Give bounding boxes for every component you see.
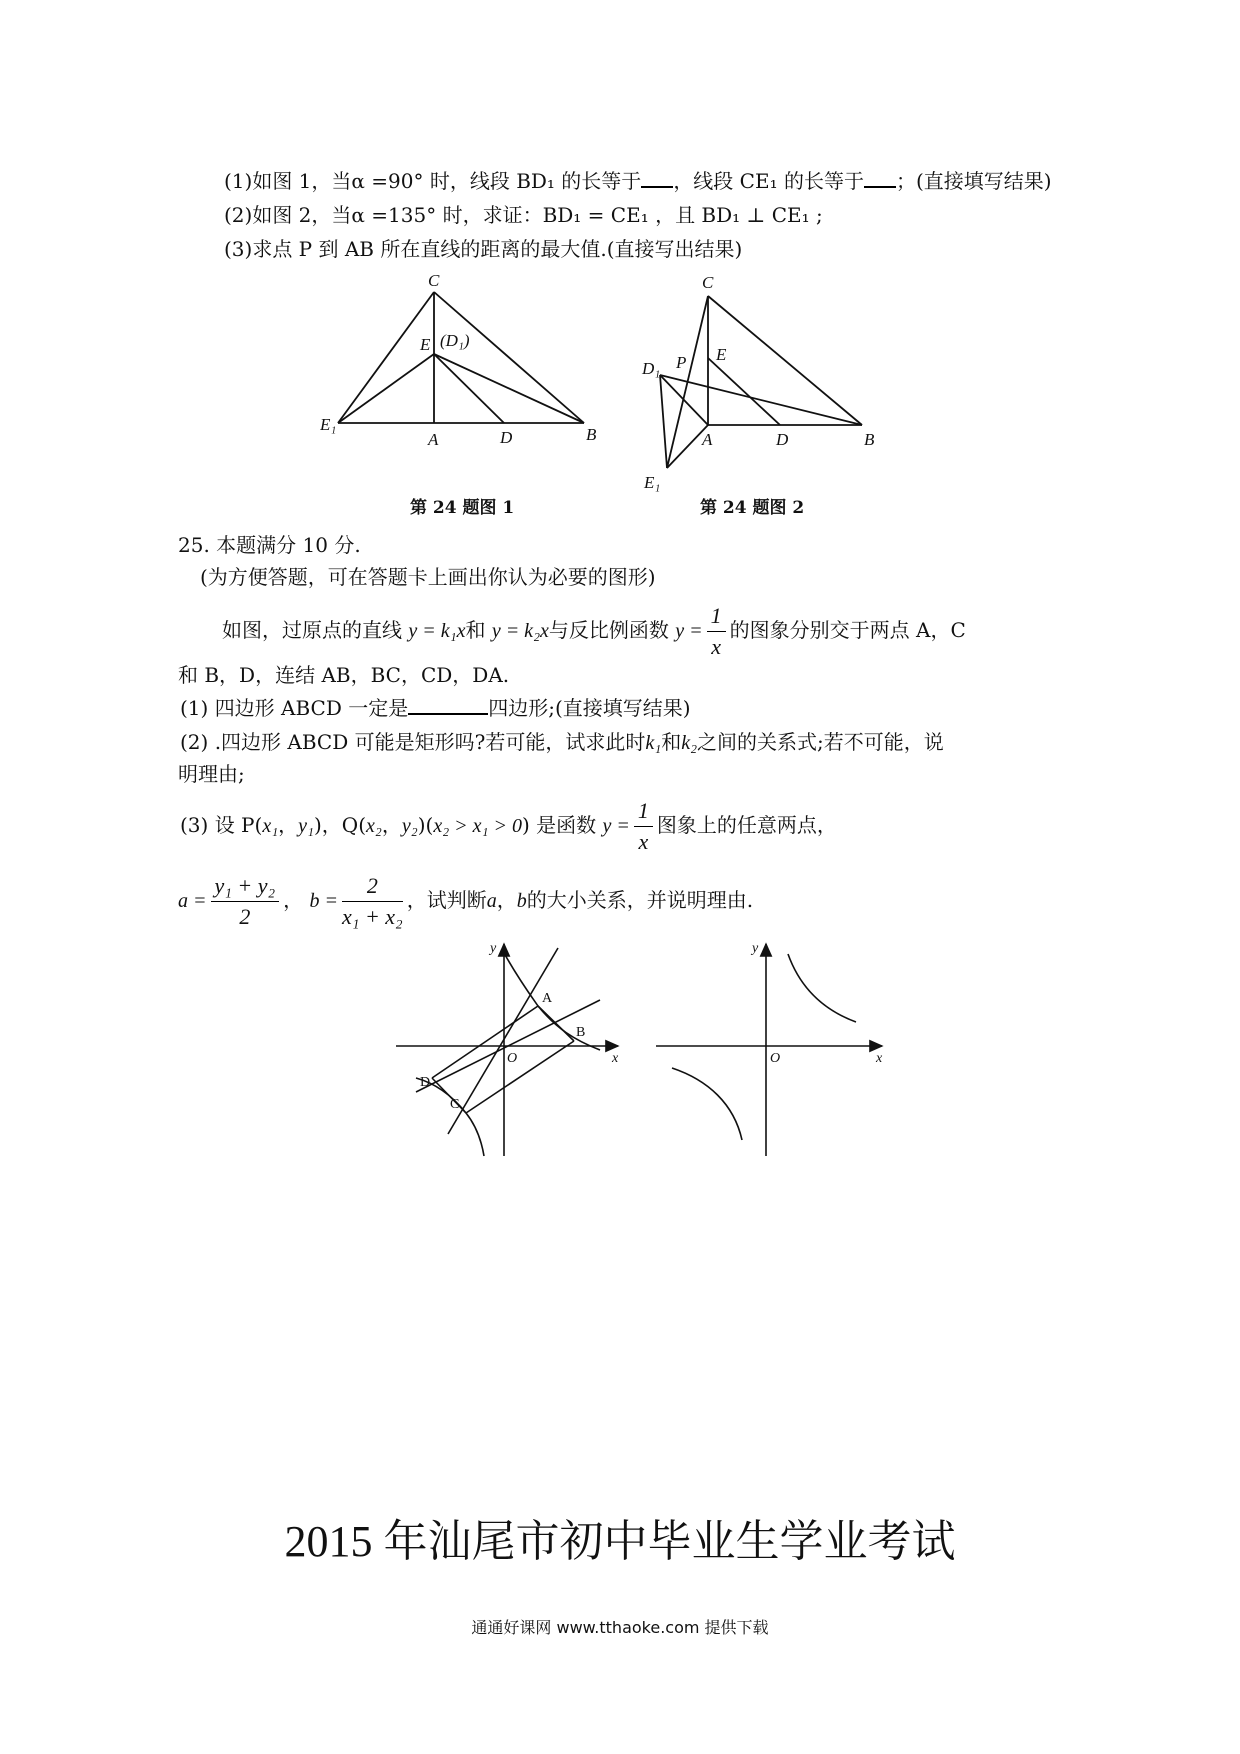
- q25-graph-1: [386, 938, 626, 1160]
- q25-intro-text-b: 与反比例函数: [548, 618, 669, 642]
- q24-figure-2-caption: 第 24 题图 2: [700, 498, 805, 518]
- graph1-label-d: D: [420, 1075, 431, 1090]
- q24-figure-2: [630, 270, 890, 500]
- segment-ab: [538, 1006, 574, 1041]
- fig2-segment-d1e1: [660, 375, 667, 468]
- q25-part3-text-d: ) 是函数: [521, 813, 597, 837]
- q24-figure-1: [320, 270, 610, 460]
- q25-a-fraction: [211, 871, 280, 932]
- q25-part3-y2: y₂: [401, 815, 418, 837]
- q25-separator: ，: [283, 888, 304, 912]
- q24-part1-text-c: ，线段 CE₁ 的长等于: [673, 169, 864, 193]
- graph1-label-y: y: [490, 941, 497, 956]
- q25-part3-text-a: (3) 设 P(: [180, 813, 263, 837]
- q25-part3-text-c: )(: [417, 813, 434, 837]
- fig1-label-b: B: [586, 425, 597, 444]
- hyperbola-branch-3: [672, 1068, 742, 1140]
- q25-part2-and: 和: [661, 730, 682, 754]
- download-source-text: 通通好课网 www.tthaoke.com 提供下载: [471, 1618, 769, 1637]
- q25-part2-cont: 明理由;: [178, 762, 245, 786]
- q25-part2-k2: k₂: [681, 732, 698, 754]
- q25-part2-text-a: (2) .四边形 ABCD 可能是矩形吗?若可能，试求此时: [180, 730, 646, 754]
- q24-part1-text-a: (1)如图 1，当α =90° 时: [224, 169, 450, 193]
- fig2-label-a: A: [702, 430, 713, 449]
- q25-heading: 25. 本题满分 10 分.: [178, 533, 361, 557]
- q25-ab-comma: ，: [496, 888, 517, 912]
- fig1-segment-e1e: [338, 354, 434, 423]
- q24-part1-text-b: ，线段 BD₁ 的长等于: [449, 169, 642, 193]
- q25-b-lhs: b =: [309, 890, 339, 912]
- q25-part3-text-b: )，Q(: [314, 813, 367, 837]
- graph1-label-origin: O: [507, 1051, 518, 1066]
- q25-part2-k1: k₁: [645, 732, 662, 754]
- fraction-numerator: 1: [634, 796, 653, 827]
- q25-intro-text-c: 的图象分别交于两点 A，C: [729, 618, 966, 642]
- fraction-denominator: x: [711, 634, 722, 659]
- q25-part3-x2: x₂: [366, 815, 382, 837]
- line-ac: [448, 948, 558, 1134]
- fraction-denominator: x: [638, 829, 649, 854]
- exam-title: 2015 年汕尾市初中毕业生学业考试: [284, 1517, 956, 1566]
- q25-part3-x1: x₁: [262, 815, 279, 837]
- graph1-label-b: B: [576, 1025, 586, 1040]
- q25-func-fraction: [707, 601, 726, 662]
- segment-cd: [432, 1078, 466, 1113]
- fig2-label-e: E: [716, 345, 727, 364]
- q25-b-fraction: [342, 871, 403, 932]
- q24-part1: [224, 166, 1052, 196]
- hyperbola-branch-1: [788, 954, 856, 1022]
- fig1-label-c: C: [428, 271, 440, 290]
- q25-func-lhs: y =: [675, 620, 703, 642]
- graph2-label-y: y: [752, 941, 759, 956]
- graph2-label-origin: O: [770, 1051, 781, 1066]
- q24-part1-text-d: ；(直接填写结果): [895, 169, 1052, 193]
- graph1-label-c: C: [450, 1097, 460, 1112]
- graph1-label-a: A: [542, 991, 553, 1006]
- fig2-label-d: D: [776, 430, 789, 449]
- q25-part3: [180, 795, 837, 857]
- fraction-denominator: 2: [239, 904, 251, 929]
- q25-part2: [180, 727, 944, 758]
- q25-intro-text-a: 如图，过原点的直线: [222, 618, 402, 642]
- answer-blank: [408, 693, 488, 715]
- q25-ab-text-a: ，试判断: [406, 888, 487, 912]
- q25-part1-text-b: 四边形;(直接填写结果): [488, 696, 691, 720]
- q25-intro-and: 和: [465, 618, 486, 642]
- fig2-label-e1: E₁: [644, 473, 661, 492]
- fig1-segment-cb: [434, 292, 584, 423]
- q25-part3-condition: x₂ > x₁ > 0: [433, 815, 522, 837]
- fig2-label-d1: D₁: [642, 359, 661, 378]
- q25-intro: [222, 600, 966, 662]
- q24-part3: (3)求点 P 到 AB 所在直线的距离的最大值.(直接写出结果): [224, 237, 743, 261]
- fig2-label-c: C: [702, 273, 714, 292]
- q24-figure-1-caption: 第 24 题图 1: [410, 498, 515, 518]
- fraction-numerator: 1: [707, 601, 726, 632]
- graph1-label-x: x: [612, 1051, 619, 1066]
- q24-part2: (2)如图 2，当α =135° 时，求证：BD₁ = CE₁ ，且 BD₁ ⊥ CE₁ ;: [224, 203, 823, 227]
- fig1-label-a: A: [428, 430, 439, 449]
- q25-line-eq2: y = k₂x: [491, 620, 549, 642]
- q25-a-lhs: a =: [178, 890, 207, 912]
- graph2-label-x: x: [876, 1051, 883, 1066]
- q25-ab-var-b: b: [516, 890, 527, 912]
- fraction-numerator: y₁ + y₂: [211, 871, 280, 902]
- fig1-label-d1: (D₁): [440, 331, 470, 350]
- q25-ab-text-b: 的大小关系，并说明理由.: [526, 888, 754, 912]
- segment-da: [432, 1006, 538, 1078]
- q25-note: (为方便答题，可在答题卡上画出你认为必要的图形): [200, 565, 656, 589]
- q25-ab-var-a: a: [486, 890, 497, 912]
- fig1-segment-ed: [434, 354, 504, 423]
- q25-line-eq1: y = k₁x: [408, 620, 466, 642]
- fig2-label-b: B: [864, 430, 875, 449]
- fig2-label-p: P: [676, 353, 687, 372]
- q25-part1-text-a: (1) 四边形 ABCD 一定是: [180, 696, 409, 720]
- q25-part3-fraction: [634, 796, 653, 857]
- fraction-denominator: x₁ + x₂: [342, 904, 403, 929]
- q25-graph-2: [650, 938, 890, 1160]
- fig1-label-e: E: [420, 335, 431, 354]
- q25-part1: [180, 693, 691, 723]
- fig1-label-e1: E₁: [320, 415, 337, 434]
- answer-blank: [641, 166, 673, 188]
- fig2-segment-ed: [708, 358, 780, 425]
- q25-part3-y1: y₁: [298, 815, 314, 837]
- q25-part2-text-b: 之间的关系式;若不可能，说: [697, 730, 944, 754]
- fig1-segment-eb: [434, 354, 584, 423]
- q25-part3-comma: ，: [278, 813, 299, 837]
- q25-intro-cont: 和 B，D，连结 AB，BC，CD，DA.: [178, 663, 510, 687]
- q25-part3-lhs: y =: [602, 815, 630, 837]
- fig1-segment-e1c: [338, 292, 434, 423]
- answer-blank: [864, 166, 896, 188]
- q25-ab-definition: [178, 870, 753, 932]
- fraction-numerator: 2: [342, 871, 403, 902]
- q25-part3-text-e: 图象上的任意两点，: [656, 813, 837, 837]
- fig1-label-d: D: [500, 428, 513, 447]
- q25-part3-comma: ，: [381, 813, 402, 837]
